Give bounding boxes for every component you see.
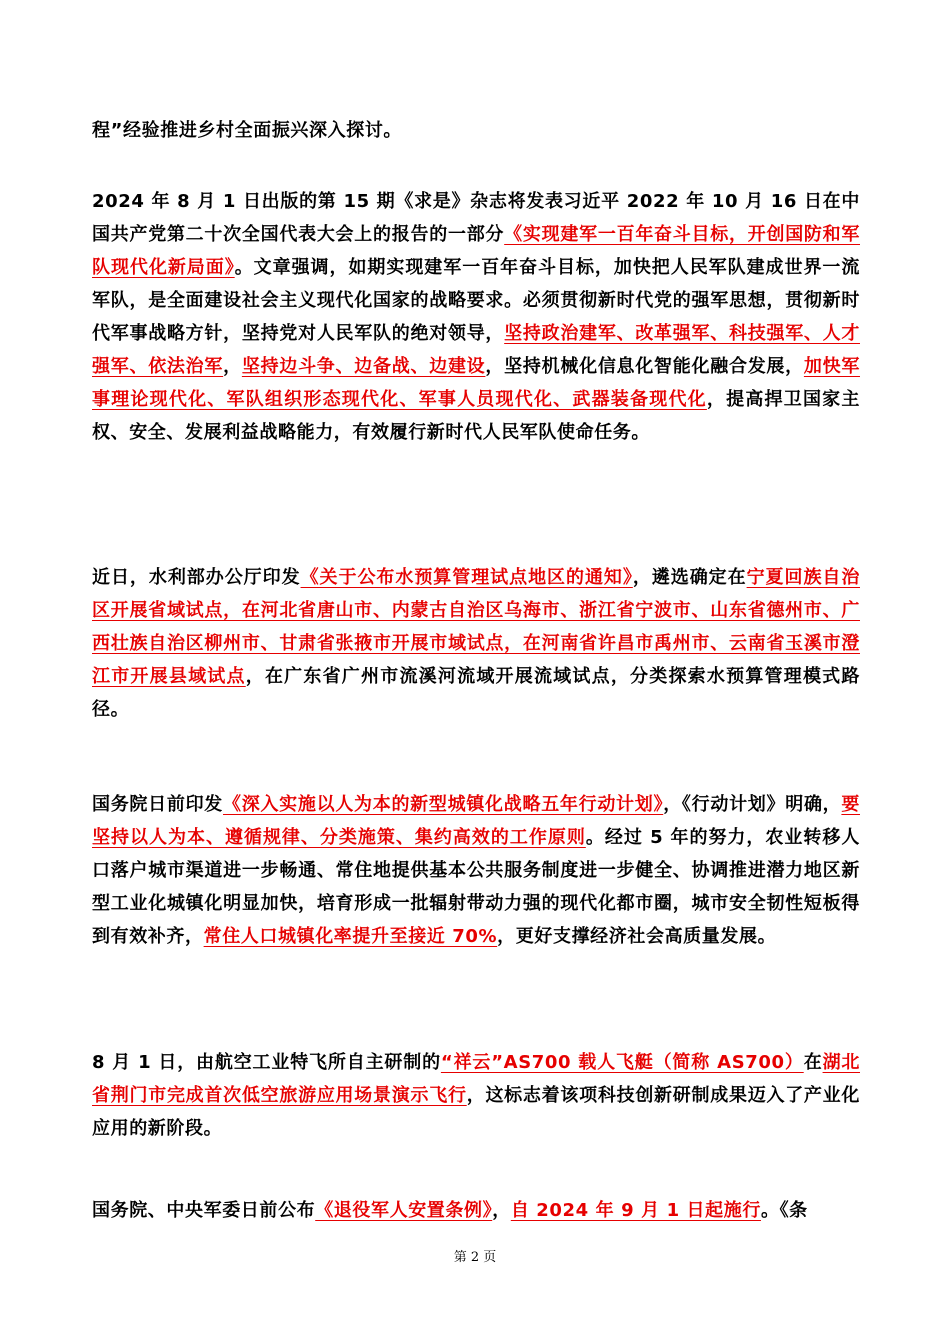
paragraph-water-budget — [92, 561, 860, 726]
body-text: ，在广东省广州市流溪河流域开展流域试点，分类探索水预算管理模式路径。 — [92, 666, 860, 720]
body-text: ，遴选确定在 — [632, 567, 747, 588]
highlighted-text: 湖北省荆门市完成首次低空旅游应用场景演示飞行 — [92, 1052, 860, 1106]
paragraph-qiushi-military — [92, 185, 860, 449]
body-text: 国务院日前印发 — [92, 794, 224, 815]
body-text: 8 月 1 日，由航空工业特飞所自主研制的 — [92, 1052, 441, 1073]
body-text: 。《条 — [760, 1200, 808, 1221]
paragraph-urbanization-plan — [92, 788, 860, 953]
body-text: 。文章强调，如期实现建军一百年奋斗目标，加快把人民军队建成世界一流军队，是全面建设社会主义现代化国家的战略要求。必须贯彻新时代党的强军思想，贯彻新时代军事战略方针，坚持党对人民军队的绝对领导， — [92, 257, 860, 344]
body-text: ，坚持机械化信息化智能化融合发展， — [485, 356, 804, 377]
body-text: 2024 年 8 月 1 日出版的第 15 期《求是》杂志将发表习近平 2022 年 10 月 16 日在中国共产党第二十次全国代表大会上的报告的一部分 — [92, 191, 860, 245]
highlighted-text: 自 2024 年 9 月 1 日起施行 — [510, 1200, 761, 1221]
highlighted-text: 《关于公布水预算管理试点地区的通知》 — [300, 567, 633, 588]
highlighted-text: 要坚持以人为本、遵循规律、分类施策、集约高效的工作原则 — [92, 794, 860, 848]
body-text: 在 — [803, 1052, 823, 1073]
body-text: 国务院、中央军委日前公布 — [92, 1200, 316, 1221]
highlighted-text: “祥云”AS700 载人飞艇（简称 AS700） — [440, 1052, 804, 1073]
highlighted-text: 坚持政治建军、改革强军、科技强军、人才强军、依法治军 — [92, 323, 860, 377]
body-text: ，提高捍卫国家主权、安全、发展利益战略能力，有效履行新时代人民军队使命任务。 — [92, 389, 860, 443]
body-text: 程”经验推进乡村全面振兴深入探讨。 — [92, 120, 403, 141]
paragraph-rural-revitalization — [92, 114, 860, 147]
highlighted-text: 加快军事理论现代化、军队组织形态现代化、军事人员现代化、武器装备现代化 — [92, 356, 860, 410]
body-text: ，这标志着该项科技创新研制成果迈入了产业化应用的新阶段。 — [92, 1085, 860, 1139]
page-number: 第 2 页 — [453, 1250, 497, 1265]
body-text: ，《行动计划》明确， — [663, 794, 842, 815]
body-text: ，更好支撑经济社会高质量发展。 — [497, 926, 777, 947]
paragraph-veterans-regulation — [92, 1194, 860, 1227]
body-text: 。经过 5 年的努力，农业转移人口落户城市渠道进一步畅通、常住地提供基本公共服务制度进一步健全、协调推进潜力地区新型工业化城镇化明显加快，培育形成一批辐射带动力强的现代化都市圈，城市安全韧性短板得到有效补齐， — [92, 827, 860, 947]
body-text: 近日，水利部办公厅印发 — [92, 567, 301, 588]
highlighted-text: 《实现建军一百年奋斗目标，开创国防和军队现代化新局面》 — [92, 224, 860, 278]
highlighted-text: 《退役军人安置条例》 — [315, 1200, 493, 1221]
highlighted-text: 《深入实施以人为本的新型城镇化战略五年行动计划》 — [223, 794, 664, 815]
paragraph-airship — [92, 1046, 860, 1145]
highlighted-text: 常住人口城镇化率提升至接近 70% — [203, 926, 498, 947]
highlighted-text: 宁夏回族自治区开展省域试点，在河北省唐山市、内蒙古自治区乌海市、浙江省宁波市、山东省德州市、广西壮族自治区柳州市、甘肃省张掖市开展市域试点，在河南省许昌市禹州市、云南省玉溪市澄江市开展县域试点 — [92, 567, 860, 687]
highlighted-text: 坚持边斗争、边备战、边建设 — [241, 356, 486, 377]
body-text: ， — [223, 356, 242, 377]
body-text: ， — [492, 1200, 511, 1221]
